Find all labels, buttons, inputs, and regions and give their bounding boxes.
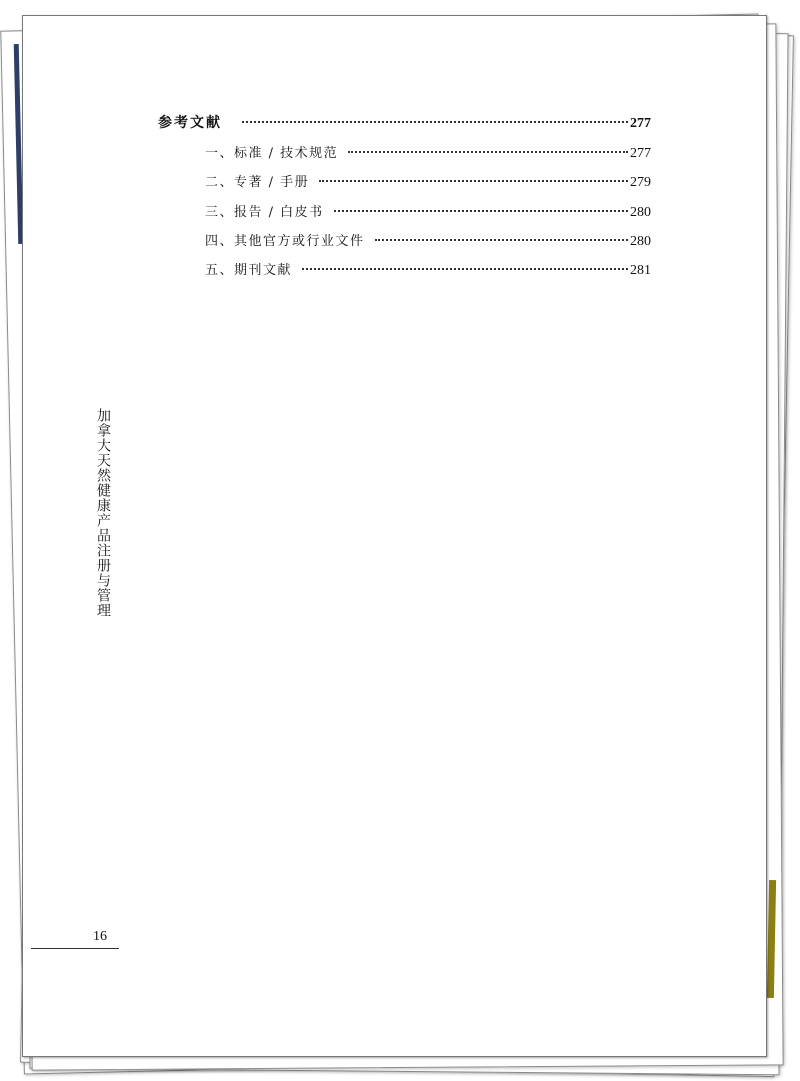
- toc-entry-official-documents[interactable]: [205, 230, 651, 250]
- toc-entry-monographs[interactable]: [205, 171, 651, 191]
- toc-entry-label: 二、专著 / 手册: [205, 175, 310, 190]
- dot-leader: [334, 210, 628, 212]
- toc-entry-standards[interactable]: [205, 142, 651, 162]
- toc-entry-references[interactable]: [158, 112, 651, 132]
- dot-leader: [319, 180, 628, 182]
- toc-entry-page: 281: [630, 263, 651, 278]
- toc-entry-page: 277: [630, 146, 651, 161]
- footer-rule: [31, 948, 119, 949]
- running-title: 加拿大天然健康产品注册与管理: [95, 408, 111, 618]
- toc-entry-label: 三、报告 / 白皮书: [205, 205, 324, 220]
- table-of-contents: [23, 16, 766, 1056]
- dot-leader: [302, 268, 628, 270]
- page-number: 16: [93, 929, 107, 944]
- toc-entry-label: 五、期刊文献: [205, 263, 293, 278]
- toc-entry-journals[interactable]: [205, 259, 651, 279]
- toc-entry-page: 277: [630, 116, 651, 131]
- dot-leader: [242, 121, 628, 123]
- toc-entry-label: 一、标准 / 技术规范: [205, 146, 339, 161]
- dot-leader: [375, 239, 628, 241]
- toc-entry-label: 四、其他官方或行业文件: [205, 234, 365, 249]
- dot-leader: [348, 151, 628, 153]
- toc-entry-page: 280: [630, 205, 651, 220]
- document-page: [22, 15, 767, 1057]
- toc-entry-label: 参考文献: [158, 115, 222, 131]
- toc-entry-page: 280: [630, 234, 651, 249]
- toc-entry-reports[interactable]: [205, 201, 651, 221]
- toc-entry-page: 279: [630, 175, 651, 190]
